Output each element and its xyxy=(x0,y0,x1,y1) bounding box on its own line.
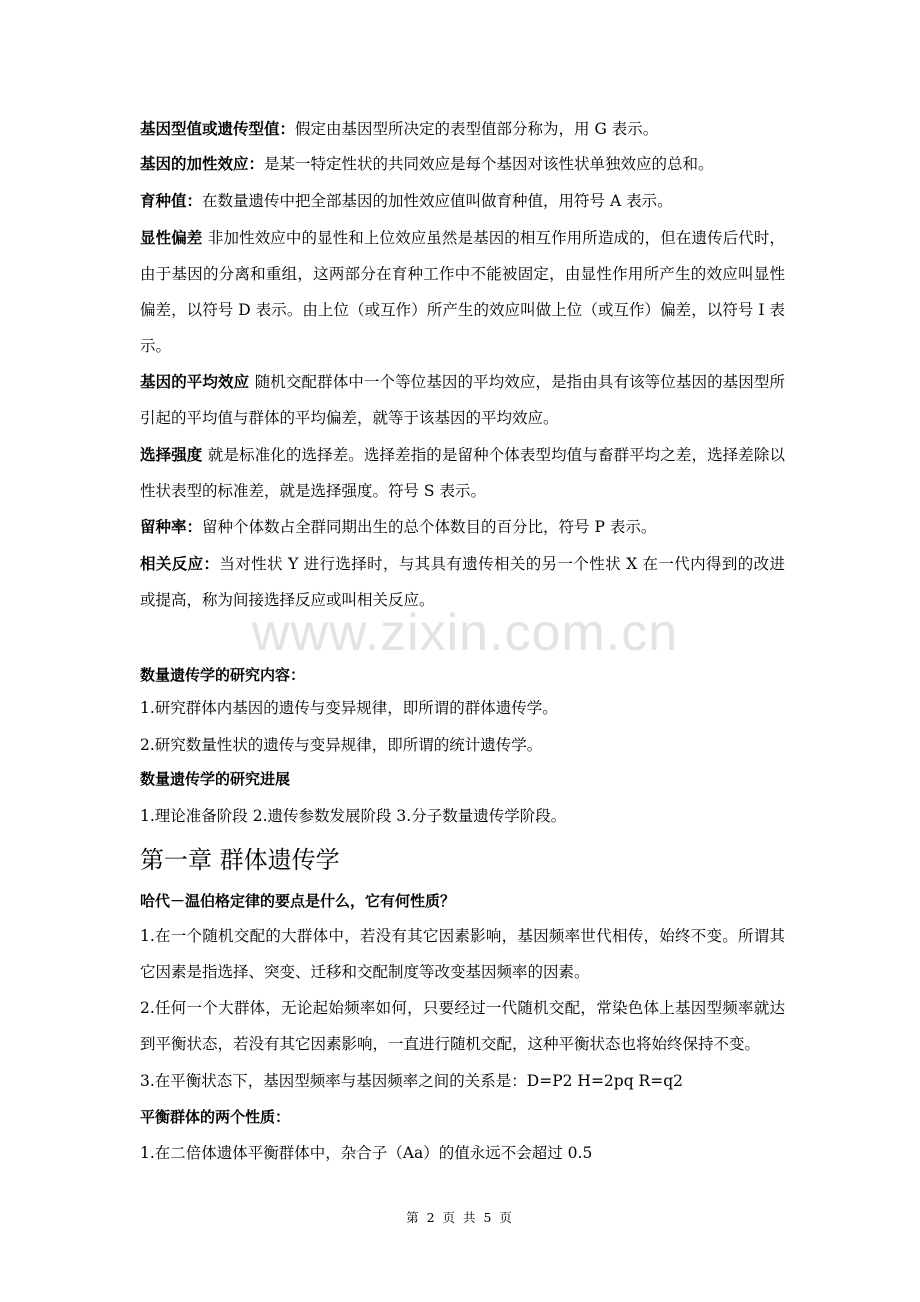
definition-term: 育种值 xyxy=(140,192,187,210)
list-item: 3.在平衡状态下，基因型频率与基因频率之间的关系是：D=P2 H=2pq R=q2 xyxy=(140,1072,684,1090)
research-progress-text: 1.理论准备阶段 2.遗传参数发展阶段 3.分子数量遗传学阶段。 xyxy=(140,807,567,825)
definition-correlated-response xyxy=(140,546,785,618)
research-content-heading: 数量遗传学的研究内容： xyxy=(140,666,306,684)
definition-text: 就是标准化的选择差。选择差指的是留种个体表型均值与畜群平均之差，选择差除以性状表型的标准差，就是选择强度。符号 S 表示。 xyxy=(140,446,785,500)
watermark: www.zixin.com.cn xyxy=(251,604,679,662)
definition-separator: ： xyxy=(186,192,203,210)
page-footer: 第 2 页 共 5 页 xyxy=(406,1210,514,1225)
definition-term: 显性偏差 xyxy=(140,229,203,247)
list-item: 1.研究群体内基因的遗传与变异规律，即所谓的群体遗传学。 xyxy=(140,699,558,717)
chapter-title: 第一章 群体遗传学 xyxy=(140,846,340,874)
definition-term: 留种率 xyxy=(140,518,187,536)
definition-text: 留种个体数占全群同期出生的总个体数目的百分比，符号 P 表示。 xyxy=(202,518,657,536)
definition-term: 基因型值或遗传型值 xyxy=(140,120,280,138)
definition-average-effect xyxy=(140,364,785,436)
definition-genotypic-value xyxy=(140,111,785,147)
list-item: 1.在一个随机交配的大群体中，若没有其它因素影响，基因频率世代相传，始终不变。所谓其它因素是指选择、突变、迁移和交配制度等改变基因频率的因素。 xyxy=(140,927,785,981)
definition-separator: ： xyxy=(203,555,220,573)
definition-text: 当对性状 Y 进行选择时，与其具有遗传相关的另一个性状 X 在一代内得到的改进或提高，称为间接选择反应或叫相关反应。 xyxy=(140,555,785,609)
definition-text: 是某一特定性状的共同效应是每个基因对该性状单独效应的总和。 xyxy=(264,155,714,173)
definition-separator: ： xyxy=(186,518,203,536)
definition-selection-intensity xyxy=(140,437,785,509)
list-item: 2.研究数量性状的遗传与变异规律，即所谓的统计遗传学。 xyxy=(140,736,543,754)
definition-separator: ： xyxy=(279,120,296,138)
definition-text: 非加性效应中的显性和上位效应虽然是基因的相互作用所造成的，但在遗传后代时，由于基因的分离和重组，这两部分在育种工作中不能被固定，由显性作用所产生的效应叫显性偏差，以符号 D 表示。由上位（或互作）所产生的效应叫做上位（或互作）偏差，以符号 I 表示。 xyxy=(140,229,785,355)
definition-text: 在数量遗传中把全部基因的加性效应值叫做育种值，用符号 A 表示。 xyxy=(202,192,673,210)
definition-separator: ： xyxy=(248,155,265,173)
research-progress-heading: 数量遗传学的研究进展 xyxy=(140,770,291,788)
definition-text: 假定由基因型所决定的表型值部分称为，用 G 表示。 xyxy=(295,120,659,138)
definition-term: 相关反应 xyxy=(140,555,204,573)
definition-additive-effect xyxy=(140,146,785,182)
hw-question-heading: 哈代－温伯格定律的要点是什么，它有何性质？ xyxy=(140,892,456,910)
definition-text: 随机交配群体中一个等位基因的平均效应，是指由具有该等位基因的基因型所引起的平均值与群体的平均偏差，就等于该基因的平均效应。 xyxy=(140,373,785,427)
definition-term: 选择强度 xyxy=(140,446,203,464)
definition-retention-rate xyxy=(140,509,785,545)
definition-breeding-value xyxy=(140,183,785,219)
definition-dominance-deviation xyxy=(140,220,785,364)
equilibrium-heading: 平衡群体的两个性质： xyxy=(140,1108,291,1126)
definition-term: 基因的平均效应 xyxy=(140,373,250,391)
list-item: 2.任何一个大群体，无论起始频率如何，只要经过一代随机交配，常染色体上基因型频率就达到平衡状态，若没有其它因素影响，一直进行随机交配，这种平衡状态也将始终保持不变。 xyxy=(140,999,785,1053)
definition-term: 基因的加性效应 xyxy=(140,155,249,173)
list-item: 1.在二倍体遗体平衡群体中，杂合子（Aa）的值永远不会超过 0.5 xyxy=(140,1144,593,1162)
